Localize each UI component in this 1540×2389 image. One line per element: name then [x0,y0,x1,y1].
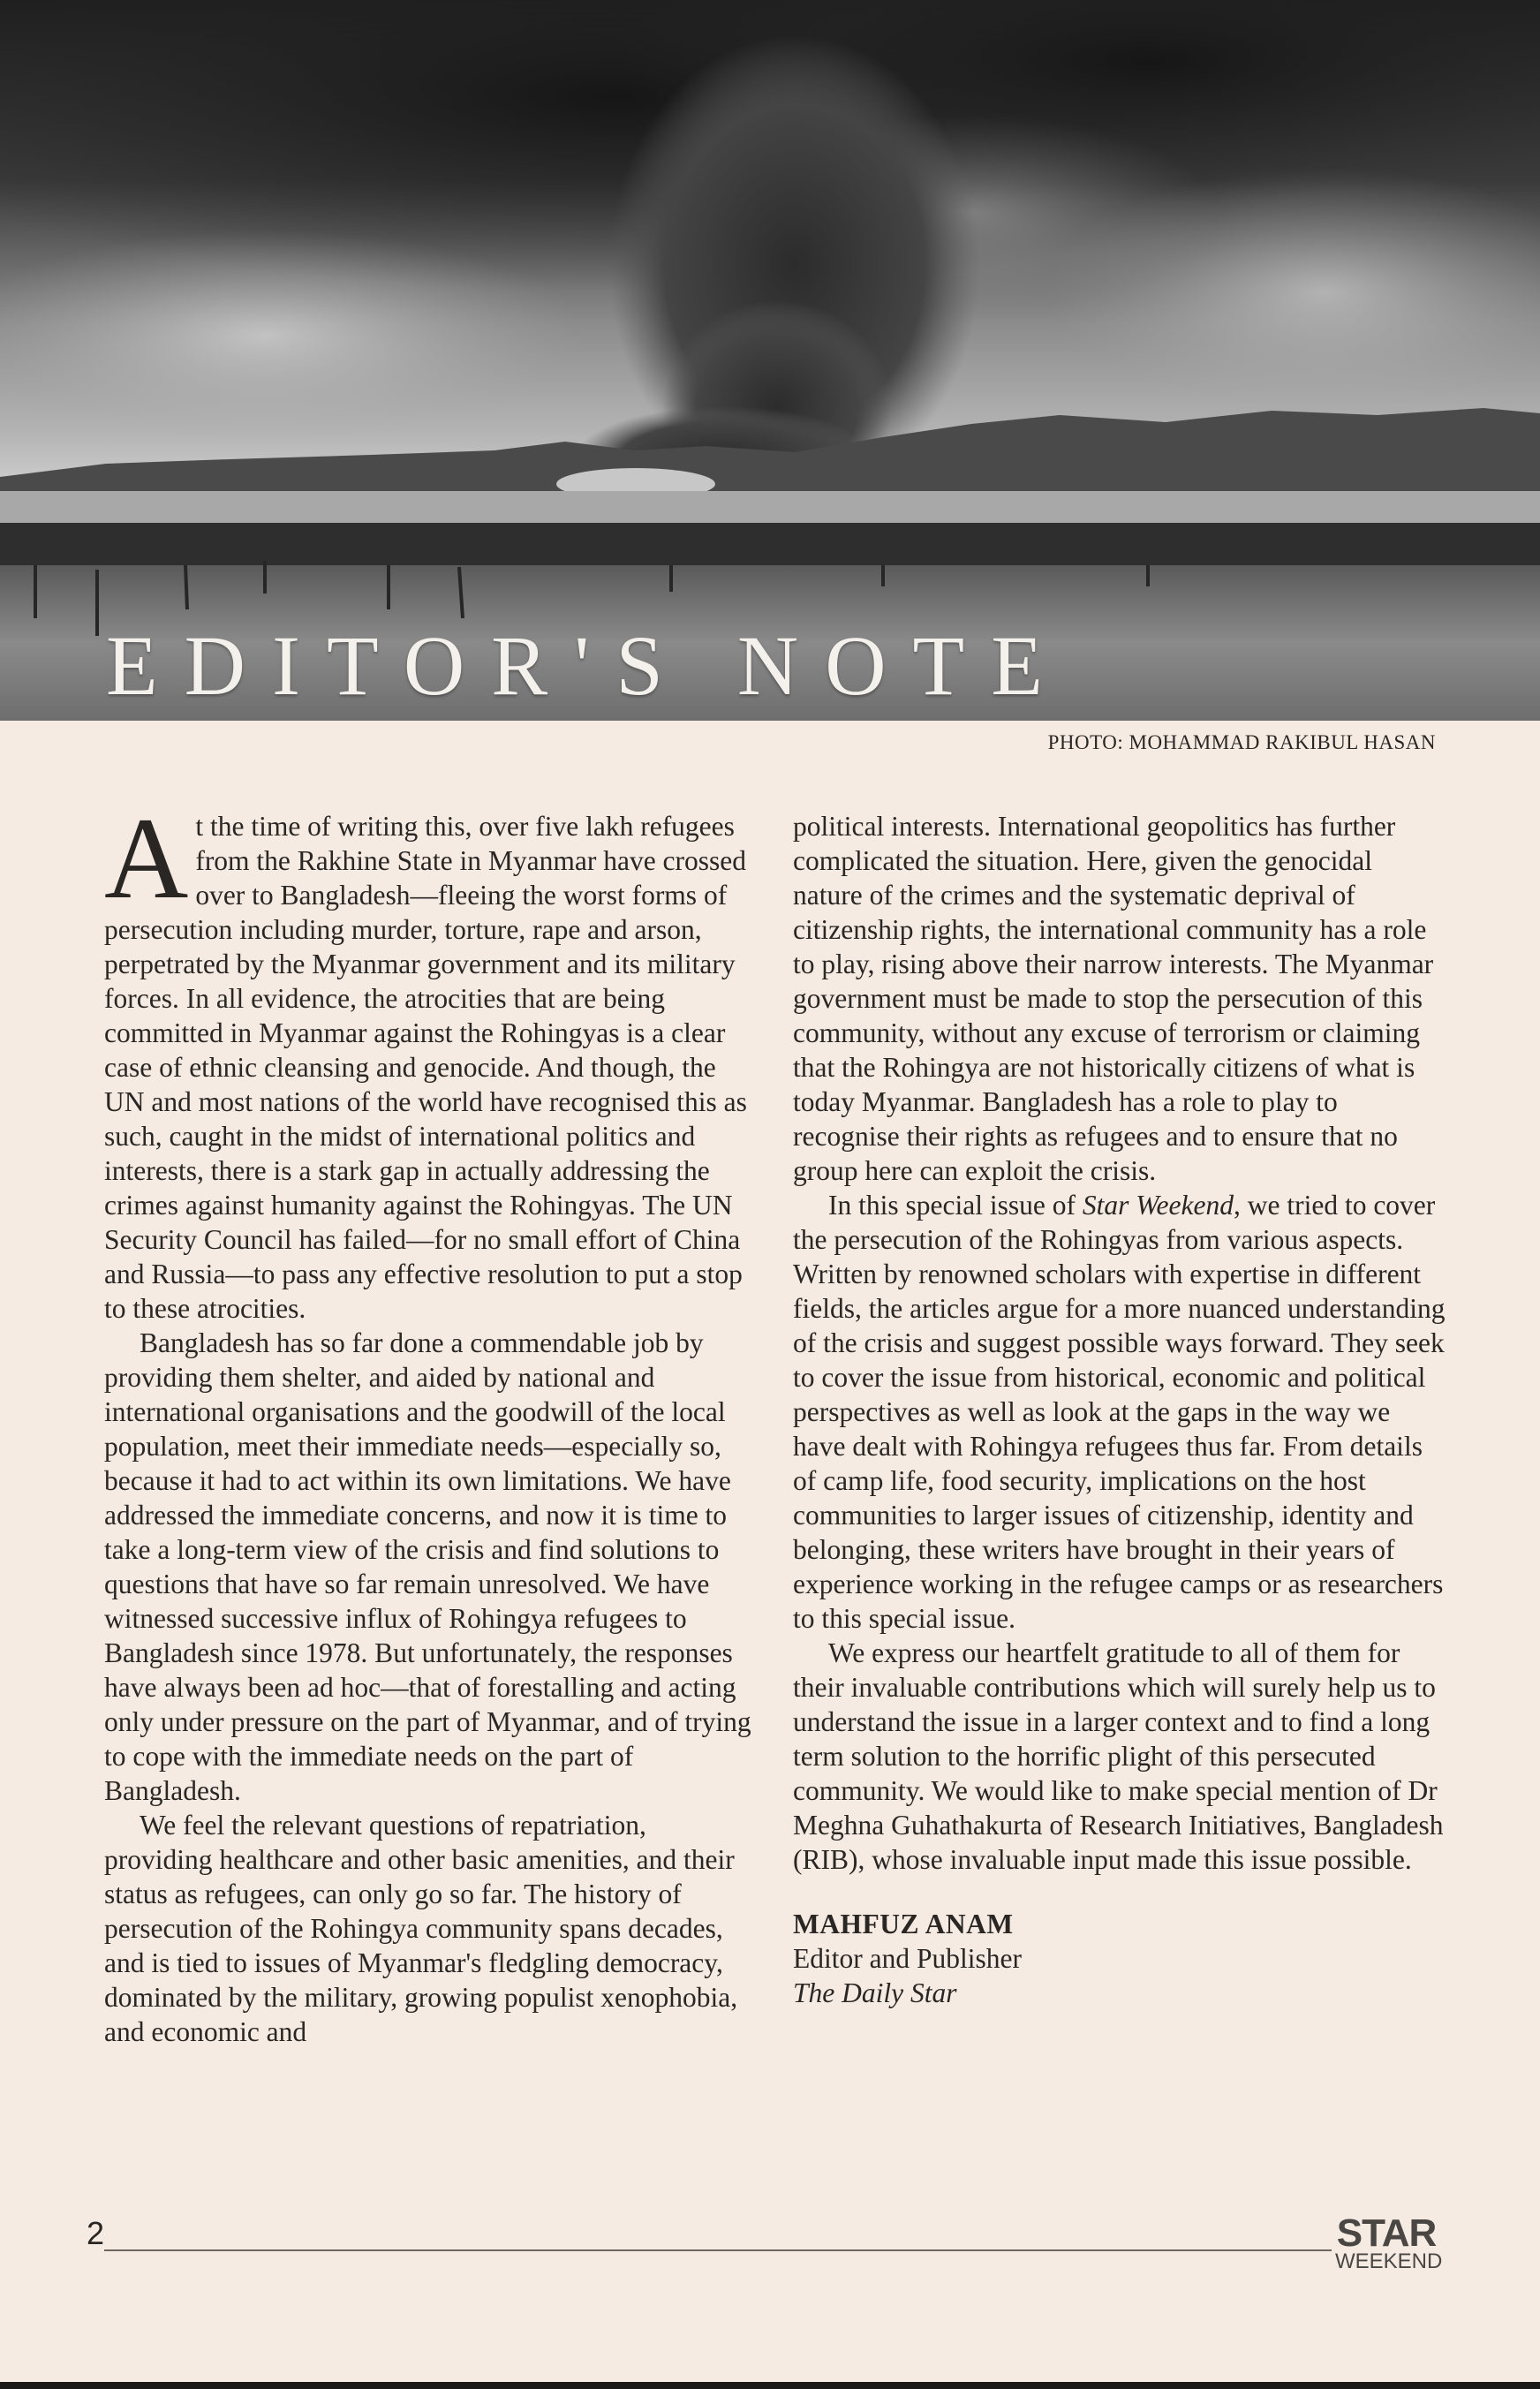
paragraph-5: We express our heartfelt gratitude to all of them for their invaluable contributions which will surely help us to understand the issue in a larger context and to find a long term solution to the horrific plight of this persecuted community. We would like to make special mention of Dr Meghna Guhathakurta of Research Initiatives, Bangladesh (RIB), whose invaluable input made this issue possible. [793,1637,1444,1875]
author-name: MAHFUZ ANAM [793,1909,1014,1939]
smoke-landscape-image [0,0,1540,721]
page-number: 2 [87,2215,105,2251]
article-column-right [793,809,1446,2010]
author-role: Editor and Publisher [793,1943,1022,1974]
paragraph-2: Bangladesh has so far done a commendable job by providing them shelter, and aided by national and international organisations and the goodwill of the local population, meet their immediate needs—especially so, because it had to act within its own limitations. We have addressed the immediate concerns, and now it is time to take a long-term view of the crisis and find solutions to questions that have so far remain unresolved. We have witnessed successive influx of Rohingya refugees to Bangladesh since 1978. But unfortunately, the responses have always been ad hoc—that of forestalling and acting only under pressure on the part of Myanmar, and of trying to cope with the immediate needs on the part of Bangladesh. [104,1327,751,1806]
logo-line-2: WEEKEND [1335,2249,1443,2273]
publication-name: Star Weekend [1082,1190,1234,1221]
paragraph-4-end: , we tried to cover the persecution of the Rohingyas from various aspects. Written by renowned scholars with expertise in different fields, the articles argue for a more nuanced understanding of the crisis and suggest possible ways forward. They seek to cover the issue from historical, economic and political perspectives as well as look at the gaps in the way we have dealt with Rohingya refugees thus far. From details of camp life, food security, implications on the host communities to larger issues of citizenship, identity and belonging, these writers have brought in their years of experience working in the refugee camps or as researchers to this special issue. [793,1190,1446,1634]
paragraph-1-text: t the time of writing this, over five lakh refugees from the Rakhine State in Myanmar have crossed over to Bangladesh—fleeing the worst forms of persecution including murder, torture, rape and arson, perpetrated by the Myanmar government and its military forces. In all evidence, the atrocities that are being committed in Myanmar against the Rohingyas is a clear case of ethnic cleansing and genocide. And though, the UN and most nations of the world have recognised this as such, caught in the midst of international politics and interests, there is a stark gap in actually addressing the crimes against humanity against the Rohingyas. The UN Security Council has failed—for no small effort of China and Russia—to pass any effective resolution to put a stop to these atrocities. [104,811,747,1324]
logo-line-1: STAR [1336,2211,1437,2255]
hero-photo [0,0,1540,721]
paragraph-4 [793,1188,1446,1636]
paragraph-1 [104,793,758,1326]
drop-cap: A [104,793,189,923]
article-column-left [104,793,758,2049]
bottom-border [0,2382,1540,2389]
paragraph-3-continued: political interests. International geopolitics has further complicated the situation. Here, given the genocidal nature of the crimes and the systematic deprival of citizenship rights, the international community has a role to play, rising above their narrow interests. The Myanmar government must be made to stop the persecution of this community, without any excuse of terrorism or claiming that the Rohingya are not historically citizens of what is today Myanmar. Bangladesh has a role to play to recognise their rights as refugees and to ensure that no group here can exploit the crisis. [793,811,1434,1186]
page-title: EDITOR'S NOTE [106,618,1069,713]
star-weekend-logo [1335,2211,1443,2273]
paragraph-4-start: In this special issue of [828,1190,1083,1221]
author-publication: The Daily Star [793,1977,957,2008]
signature-block [793,1907,1446,2010]
photo-credit: PHOTO: MOHAMMAD RAKIBUL HASAN [1047,731,1436,753]
footer-divider [104,2249,1332,2251]
paragraph-3: We feel the relevant questions of repatriation, providing healthcare and other basic amenities, and their status as refugees, can only go so far. The history of persecution of the Rohingya community spans decades, and is tied to issues of Myanmar's fledgling democracy, dominated by the military, growing populist xenophobia, and economic and [104,1810,738,2047]
